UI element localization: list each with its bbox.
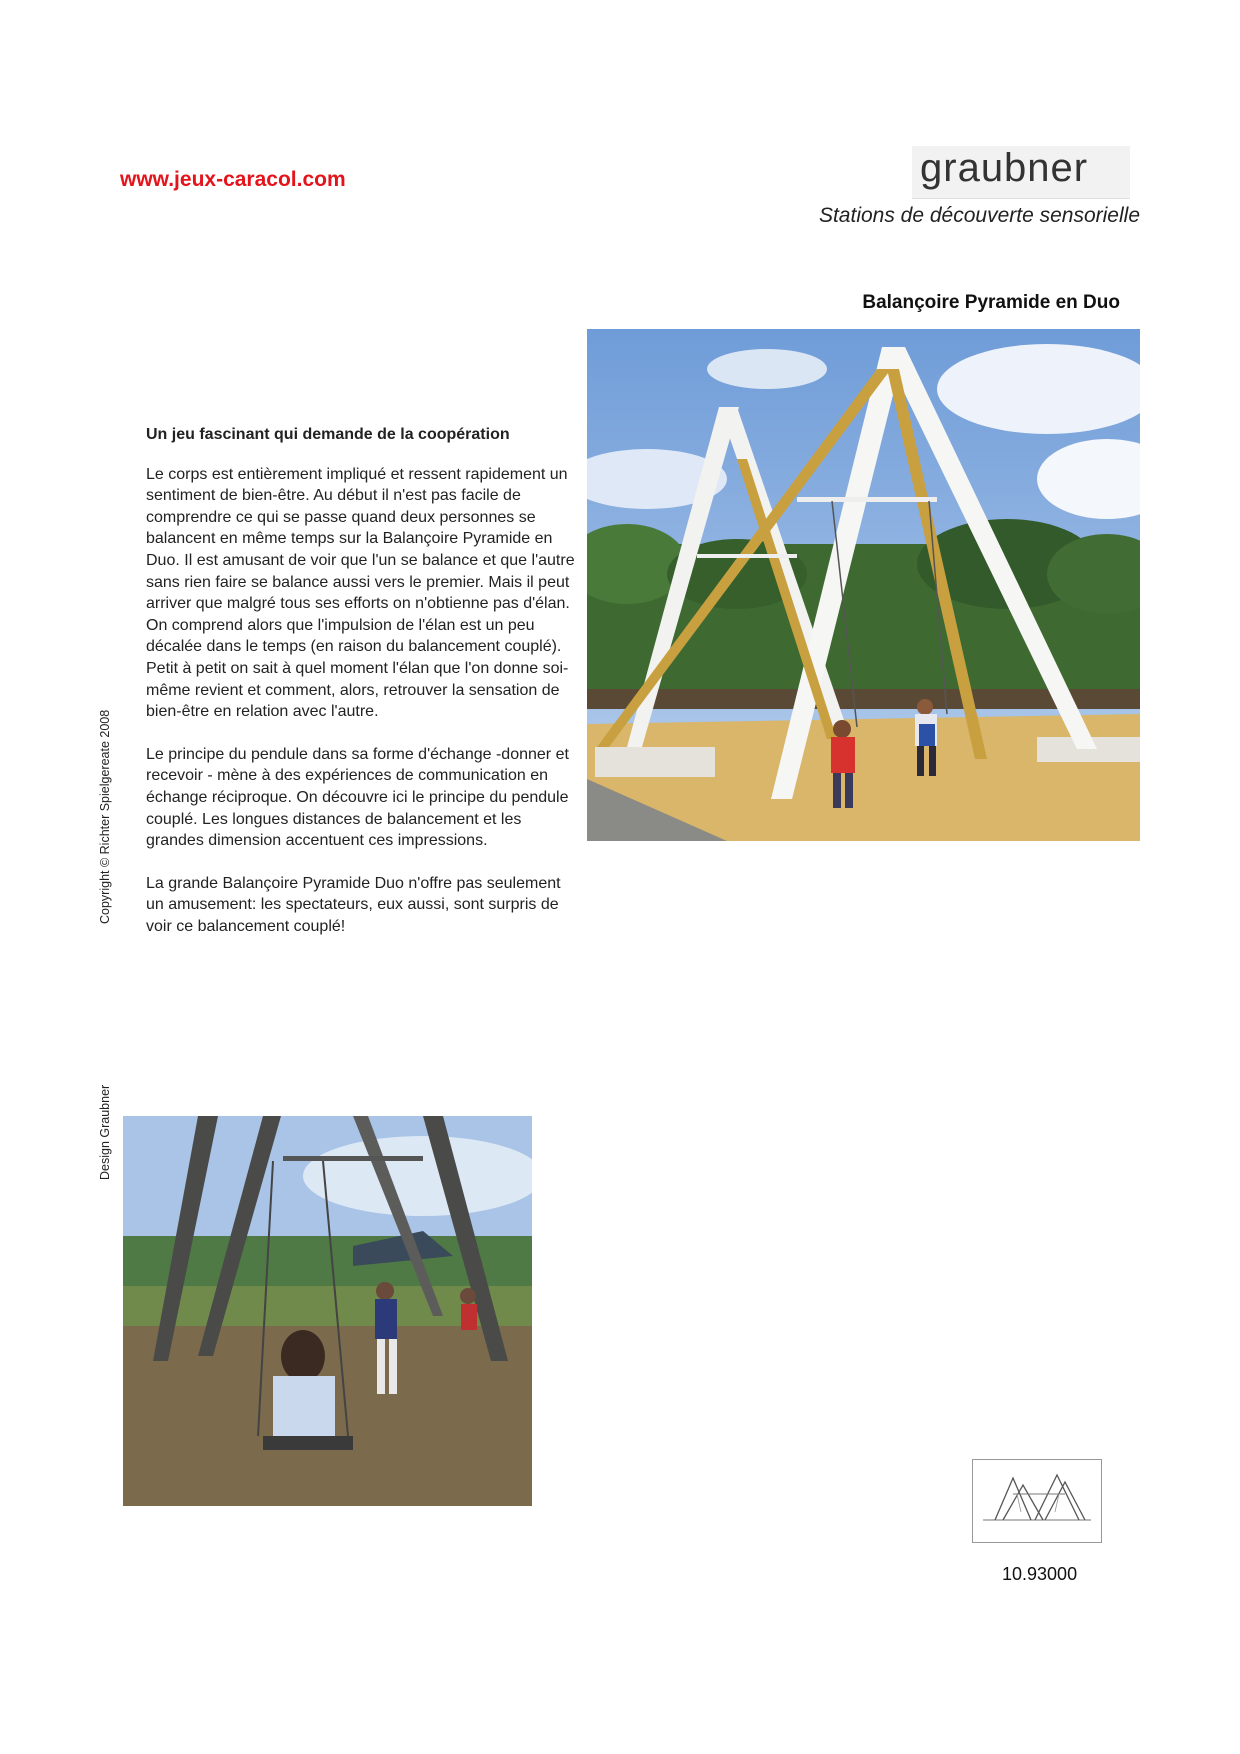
article-heading: Un jeu fascinant qui demande de la coopération xyxy=(146,426,510,443)
copyright-note: Copyright © Richter Spielgereate 2008 xyxy=(98,709,112,924)
product-title: Balançoire Pyramide en Duo xyxy=(862,292,1120,313)
website-link[interactable]: www.jeux-caracol.com xyxy=(120,168,346,191)
product-number: 10.93000 xyxy=(1002,1564,1078,1584)
article-paragraph: La grande Balançoire Pyramide Duo n'offre pas seulement un amusement: les spectateurs, eux aussi, sont surpris de voir ce balancement couplé! xyxy=(146,874,561,935)
design-credit: Design Graubner xyxy=(98,1084,112,1180)
pyramid-schematic xyxy=(972,1459,1102,1543)
tagline: Stations de découverte sensorielle xyxy=(818,204,1140,227)
graubner-logo xyxy=(912,146,1130,199)
child-swing-photo xyxy=(123,1116,532,1506)
article-paragraph: Le principe du pendule dans sa forme d'échange -donner et recevoir - mène à des expériences de communication en échange réciproque. On découvre ici le principe du pendule couplé. Les longues distances de balancement et les grandes dimension accentuent ces impressions. xyxy=(146,745,569,850)
article-body xyxy=(146,424,578,958)
article-paragraph: Le corps est entièrement impliqué et ressent rapidement un sentiment de bien-être. Au début il n'est pas facile de comprendre ce qui se passe quand deux personnes se balancent en même temps sur la Balançoire Pyramide en Duo. Il est amusant de voir que l'un se balance et que l'autre sans rien faire se balance aussi vers le premier. Mais il peut arriver que malgré tous ses efforts on n'obtienne pas d'élan. On comprend alors que l'impulsion de l'élan est un peu décalée dans le temps (en raison du balancement couplé). Petit à petit on sait à quel moment l'élan que l'on donne soi-même revient et comment, alors, retrouver la sensation de bien-être en relation avec l'autre. xyxy=(146,465,575,721)
pyramid-swing-photo xyxy=(587,329,1140,841)
brand-wordmark: graubner xyxy=(920,146,1089,190)
